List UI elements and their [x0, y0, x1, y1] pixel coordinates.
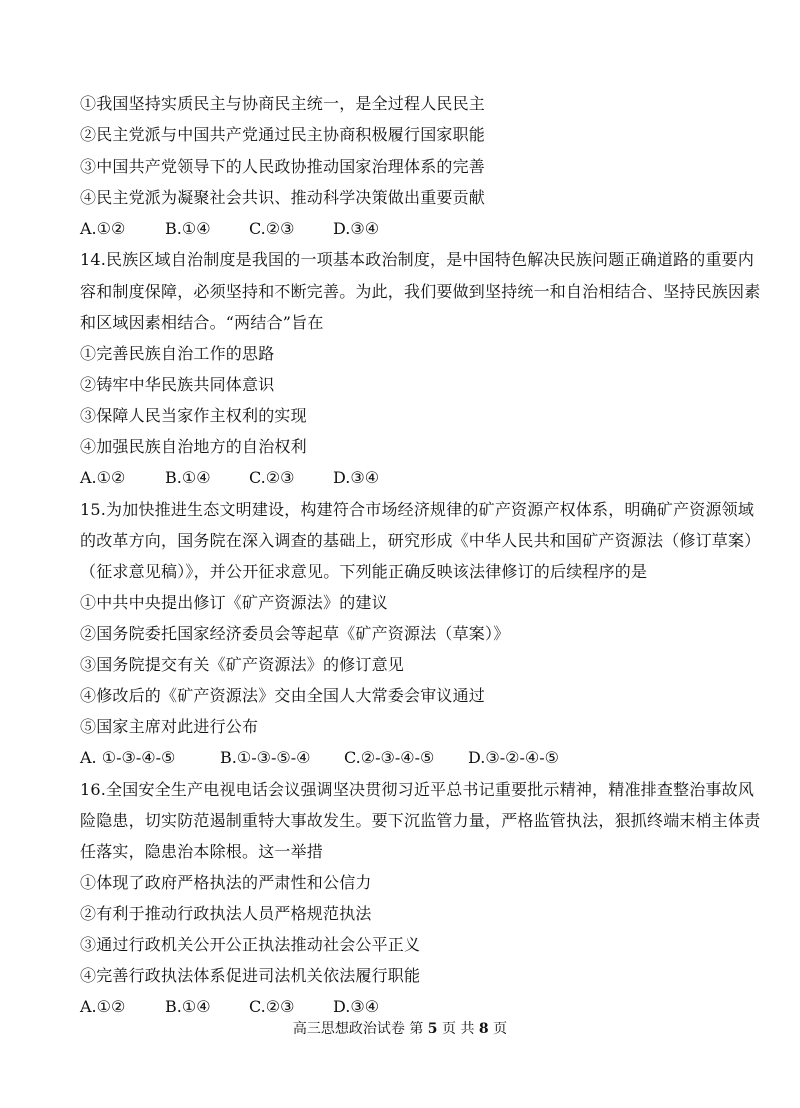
q15-stem-line-3: （征求意见稿）》，并公开征求意见。下列能正确反映该法律修订的后续程序的是: [80, 562, 648, 581]
footer-exam-title: 高三思想政治试卷: [292, 1021, 405, 1037]
q14-option-a: A.①②: [80, 468, 126, 487]
q14-statement-3: ③保障人民当家作主权利的实现: [80, 406, 307, 425]
q13-statement-1: ①我国坚持实质民主与协商民主统一，是全过程人民民主: [80, 94, 486, 113]
q15-stem-line-2: 的改革方向，国务院在深入调查的基础上，研究形成《中华人民共和国矿产资源法（修订草案）: [80, 531, 761, 550]
q13-statement-3: ③中国共产党领导下的人民政协推动国家治理体系的完善: [80, 157, 486, 176]
page-footer: [0, 1020, 800, 1038]
q15-option-b: B.①-③-⑤-④: [220, 748, 311, 767]
q14-options: [80, 468, 379, 488]
q16-statement-4: ④完善行政执法体系促进司法机关依法履行职能: [80, 966, 421, 985]
q13-statement-4: ④民主党派为凝聚社会共识、推动科学决策做出重要贡献: [80, 188, 486, 207]
q14-statement-4: ④加强民族自治地方的自治权利: [80, 437, 307, 456]
q14-stem-line-1: 14.民族区域自治制度是我国的一项基本政治制度，是中国特色解决民族问题正确道路的重要内: [80, 250, 755, 269]
q14-stem-line-2: 容和制度保障，必须坚持和不断完善。为此，我们要做到坚持统一和自治相结合、坚持民族因素: [80, 282, 761, 301]
q15-option-c: C.②-③-④-⑤: [344, 748, 435, 767]
footer-page-label-1: 第: [409, 1021, 424, 1037]
footer-page-label-2: 页 共: [442, 1021, 475, 1037]
q16-stem-line-3: 任落实，隐患治本除根。这一举措: [80, 842, 324, 861]
q13-option-c: C.②③: [249, 219, 295, 238]
q14-statement-2: ②铸牢中华民族共同体意识: [80, 375, 275, 394]
q15-statement-2: ②国务院委托国家经济委员会等起草《矿产资源法（草案）》: [80, 624, 510, 643]
q13-option-d: D.③④: [333, 219, 380, 238]
footer-page-label-3: 页: [493, 1021, 508, 1037]
q16-statement-2: ②有利于推动行政执法人员严格规范执法: [80, 904, 372, 923]
q16-statement-3: ③通过行政机关公开公正执法推动社会公平正义: [80, 935, 421, 954]
q14-stem-line-3: 和区域因素相结合。“两结合”旨在: [80, 313, 324, 332]
q16-option-c: C.②③: [249, 997, 295, 1016]
q15-stem-line-1: 15.为加快推进生态文明建设，构建符合市场经济规律的矿产资源产权体系，明确矿产资源领域: [80, 500, 755, 519]
q14-option-d: D.③④: [333, 468, 380, 487]
q13-option-b: B.①④: [165, 219, 211, 238]
q15-options: [80, 748, 559, 768]
q15-statement-1: ①中共中央提出修订《矿产资源法》的建议: [80, 593, 388, 612]
q15-option-a: A. ①-③-④-⑤: [80, 748, 176, 767]
q16-stem-line-1: 16.全国安全生产电视电话会议强调坚决贯彻习近平总书记重要批示精神，精准排查整治事故风: [80, 780, 755, 799]
q14-option-b: B.①④: [165, 468, 211, 487]
q15-statement-3: ③国务院提交有关《矿产资源法》的修订意见: [80, 655, 405, 674]
footer-page-total: 8: [478, 1021, 489, 1037]
q13-option-a: A.①②: [80, 219, 126, 238]
q13-statement-2: ②民主党派与中国共产党通过民主协商积极履行国家职能: [80, 125, 486, 144]
q16-options: [80, 997, 379, 1017]
q13-options: [80, 219, 379, 239]
q14-statement-1: ①完善民族自治工作的思路: [80, 344, 275, 363]
q16-option-a: A.①②: [80, 997, 126, 1016]
footer-page-current: 5: [427, 1021, 438, 1037]
q15-statement-4: ④修改后的《矿产资源法》交由全国人大常委会审议通过: [80, 686, 486, 705]
q16-option-d: D.③④: [333, 997, 380, 1016]
q14-option-c: C.②③: [249, 468, 295, 487]
q16-option-b: B.①④: [165, 997, 211, 1016]
q15-option-d: D.③-②-④-⑤: [468, 748, 559, 767]
q16-statement-1: ①体现了政府严格执法的严肃性和公信力: [80, 873, 372, 892]
q15-statement-5: ⑤国家主席对此进行公布: [80, 717, 259, 736]
q16-stem-line-2: 险隐患，切实防范遏制重特大事故发生。要下沉监管力量，严格监管执法，狠抓终端末梢主体责: [80, 811, 761, 830]
